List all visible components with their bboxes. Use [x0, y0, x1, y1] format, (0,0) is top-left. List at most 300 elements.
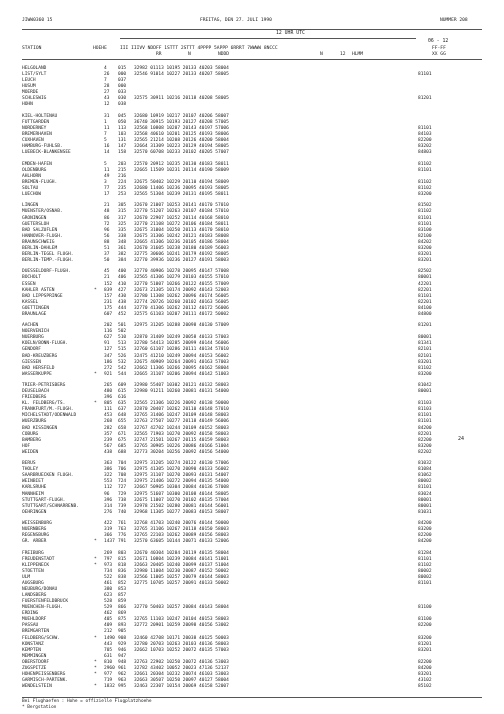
station-id: 706 [118, 467, 127, 473]
cloud-group: 81502 [418, 203, 432, 209]
station-height: 973 [104, 562, 113, 568]
station-height: 96 [104, 491, 110, 497]
station-id: 740 [118, 509, 127, 515]
header-code: JIWW0360 15 [22, 18, 53, 23]
station-name: THOLEY [22, 467, 39, 473]
station-height: 734 [104, 569, 113, 575]
station-id: 859 [118, 599, 127, 605]
station-id: 616 [118, 395, 127, 401]
station-height: 319 [104, 527, 113, 533]
station-name: DEUSELBACH [22, 389, 50, 395]
header-period: 06 - 12 [428, 39, 449, 44]
cloud-group: 83201 [418, 647, 432, 653]
station-height: 28 [104, 84, 110, 90]
station-height: 212 [104, 629, 113, 635]
station-id: 325 [118, 221, 127, 227]
cloud-group: 81201 [418, 641, 432, 647]
station-id: 335 [118, 227, 127, 233]
station-height: 366 [104, 533, 113, 539]
synop-groups: 32767 42702 10244 20109 40152 58003 [134, 425, 229, 431]
cloud-group: 83201 [418, 671, 432, 677]
station-name: LUEBECK-BLANKENSEE [22, 150, 71, 156]
station-name: LIST/SYLT [22, 72, 47, 78]
synop-groups: 32670 21007 10253 20141 40170 57010 [134, 203, 229, 209]
cloud-group: 43102 [418, 677, 432, 683]
station-height: 719 [104, 677, 113, 683]
station-id: 427 [118, 287, 127, 293]
station-row [22, 372, 492, 378]
station-height: 314 [104, 503, 113, 509]
cloud-group: 81042 [418, 383, 432, 389]
station-id: 648 [118, 413, 127, 419]
column-ff: FF-FF [432, 46, 446, 51]
station-name: HANNOVER-FLUGH. [22, 233, 63, 239]
station-height: 3 [104, 179, 107, 185]
station-id: 838 [118, 575, 127, 581]
synop-groups: 32675 31306 10242 20121 40183 58008 [134, 233, 229, 239]
station-name: GUETERSLOH [22, 221, 50, 227]
station-id: 015 [118, 66, 127, 71]
cloud-group: 81102 [418, 179, 432, 185]
station-id: 406 [118, 275, 127, 281]
station-name: GR. ARBER [22, 539, 47, 545]
station-id: 803 [118, 550, 127, 556]
synop-groups: 32975 31107 10270 20093 40131 54007 [134, 473, 229, 479]
station-id: 947 [118, 653, 127, 659]
column-hlmm: HLMM [352, 52, 364, 57]
station-name: PASSAU [22, 623, 39, 629]
synop-groups: 32575 61103 10207 20111 40172 50002 [134, 311, 229, 317]
cloud-group: 81201 [418, 96, 432, 102]
column-n: N [188, 52, 191, 57]
station-id: 815 [118, 556, 127, 562]
station-name: SCHLESWIG [22, 96, 47, 102]
cloud-group: 84800 [418, 311, 432, 317]
station-name: MUENSTER/OSNAB. [22, 209, 63, 215]
synop-groups: 32770 41306 10262 20112 40172 56006 [134, 305, 229, 311]
station-id: 253 [118, 191, 127, 197]
station-id: 893 [118, 623, 127, 629]
synop-groups: 36740 30915 10193 20127 40208 57005 [134, 119, 229, 125]
synop-groups: 32565 71903 10270 20092 40158 58003 [134, 431, 229, 437]
cloud-group: 81102 [418, 562, 432, 568]
station-height: 11 [104, 125, 110, 131]
station-height: 805 [104, 401, 113, 407]
cloud-group: 81101 [418, 485, 432, 491]
column-nright: N [320, 52, 323, 57]
synop-groups: 32975 21406 10272 20094 40135 54000 [134, 479, 229, 485]
station-id: 946 [118, 647, 127, 653]
station-id: 776 [118, 533, 127, 539]
station-name: FREIBURG [22, 550, 44, 556]
station-id: 131 [118, 138, 127, 144]
station-name: AHLHORN [22, 173, 41, 179]
cloud-group: 82502 [418, 269, 432, 275]
footer-note: Bei Flughaefen : Hohe = offizielle Flugplatzhoehe [22, 699, 152, 704]
cloud-group: 80001 [418, 497, 432, 503]
synop-groups: 32980 11004 10230 20087 40152 50002 [134, 569, 229, 575]
station-height: 282 [104, 425, 113, 431]
synop-groups: 32780 20703 10263 20103 40136 58003 [134, 641, 229, 647]
synop-groups: 32765 11103 10247 20104 40153 58003 [134, 617, 229, 623]
station-height: 276 [104, 509, 113, 515]
station-height: 553 [104, 479, 113, 485]
station-name: MANNHEIM [22, 491, 44, 497]
synop-groups: 32870 20407 10262 20110 40148 57010 [134, 407, 229, 413]
synop-groups: 32570 60708 10233 20102 40205 57007 [134, 150, 229, 156]
station-name: CUXHAVEN [22, 138, 44, 144]
station-height: 186 [104, 359, 113, 365]
cloud-group: 81101 [418, 581, 432, 587]
station-height: 157 [104, 293, 113, 299]
station-name: BREMEN-FLUGH. [22, 179, 58, 185]
station-name: NEUBURG/DONAU [22, 587, 58, 593]
station-height: 607 [104, 311, 113, 317]
station-height: 11 [104, 167, 110, 173]
station-name: FREUDENSTADT [22, 556, 55, 562]
station-name: ZUGSPITZE [22, 665, 47, 671]
station-name: WUERZBURG [22, 419, 47, 425]
side-note: 24 [458, 436, 465, 442]
cloud-group: 84202 [418, 239, 432, 245]
station-id: 430 [118, 293, 127, 299]
footer-mountain: * Bergstation [22, 705, 57, 710]
station-height: 409 [104, 623, 113, 629]
header-number: NUMMER 208 [440, 18, 468, 23]
cloud-group: 81201 [418, 323, 432, 329]
synop-groups: 32565 51304 10239 20131 40195 58011 [134, 191, 229, 197]
mountain-marker: * [94, 556, 97, 562]
station-height: 127 [104, 347, 113, 353]
station-height: 1437 [104, 539, 115, 545]
station-height: 17 [104, 191, 110, 197]
synop-groups: 32770 50403 10257 20084 40143 58004 [134, 605, 229, 611]
station-height: 529 [104, 605, 113, 611]
station-height: 443 [104, 641, 113, 647]
station-height: 51 [104, 245, 110, 251]
station-name: BOCHOLT [22, 275, 41, 281]
station-height: 1 [104, 119, 107, 125]
cloud-group: 81101 [418, 293, 432, 299]
station-height: 111 [104, 407, 113, 413]
station-id: 147 [118, 144, 127, 150]
station-id: 361 [118, 245, 127, 251]
station-name: STUTTGART/SCHNARRENB. [22, 503, 79, 509]
synop-groups: 32475 41210 10249 20094 40153 56002 [134, 353, 229, 359]
station-name: GENDORF [22, 347, 41, 353]
station-id: 763 [118, 527, 127, 533]
station-id: 685 [118, 443, 127, 449]
cloud-group: 82200 [418, 437, 432, 443]
station-name: GARMISCH-PARTENK. [22, 677, 69, 683]
station-height: 272 [104, 365, 113, 371]
station-name: FRIEDBERG [22, 395, 47, 401]
cloud-group: 80002 [418, 569, 432, 575]
station-height: 528 [104, 599, 113, 605]
synop-groups: 32978 21502 10280 20081 40144 56001 [134, 503, 229, 509]
station-height: 88 [104, 239, 110, 245]
station-name: FELDBERG/SCHW. [22, 635, 60, 641]
station-name: BAD SALZUFLEN [22, 227, 58, 233]
synop-groups: 32566 11005 10257 20079 40144 58003 [134, 575, 229, 581]
synop-groups: 32670 31605 10238 20180 40189 56003 [134, 245, 229, 251]
cloud-group: 81101 [418, 556, 432, 562]
station-id: 729 [118, 491, 127, 497]
synop-groups: 32770 21108 10272 20106 40184 58011 [134, 221, 229, 227]
cloud-group: 83200 [418, 527, 432, 533]
station-id: 338 [118, 233, 127, 239]
station-height: 462 [104, 611, 113, 617]
station-height: 265 [104, 383, 113, 389]
cloud-group: 81101 [418, 167, 432, 173]
station-height: 77 [104, 185, 110, 191]
cloud-group: 80002 [418, 575, 432, 581]
synop-groups: 32546 91014 10227 20133 40207 58005 [134, 72, 229, 78]
station-id: 688 [118, 449, 127, 455]
cloud-group: 82200 [418, 623, 432, 629]
station-name: HAMBURG-FUHLSB. [22, 144, 63, 150]
column-nddd: NDDD [218, 52, 230, 57]
station-name: EMDEN-HAFEN [22, 161, 52, 167]
cloud-group: 84200 [418, 425, 432, 431]
station-id: 410 [118, 281, 127, 287]
synop-groups: 32568 10808 10207 20143 40197 57006 [134, 125, 229, 131]
station-height: 72 [104, 221, 110, 227]
station-name: BAD-KREUZBERG [22, 353, 58, 359]
station-height: 347 [104, 353, 113, 359]
cloud-group: 81101 [418, 221, 432, 227]
cloud-group: 81103 [418, 407, 432, 413]
station-id: 761 [118, 521, 127, 527]
station-id: 444 [118, 305, 127, 311]
synop-groups: 32765 31406 10247 20109 40148 58003 [134, 413, 229, 419]
station-row [22, 312, 492, 318]
station-name: BERLIN-DAHLEM [22, 245, 58, 251]
station-name: KOELN/BONN-FLUGH. [22, 341, 69, 347]
station-name: WEINBIET [22, 479, 44, 485]
station-id: 158 [118, 150, 127, 156]
synop-groups: 32667 50905 10304 20084 40136 57008 [134, 485, 229, 491]
station-name: FUTTGARDEN [22, 119, 50, 125]
header-time: 12 UHR UTC [276, 31, 305, 36]
cloud-group: 80001 [418, 503, 432, 509]
cloud-group: 82101 [418, 347, 432, 353]
mountain-marker: * [94, 371, 97, 377]
station-height: 116 [104, 329, 113, 335]
cloud-group: 80001 [418, 275, 432, 281]
station-name: HUSUM [22, 84, 36, 90]
station-name: ESSEN [22, 281, 36, 287]
station-height: 202 [104, 323, 113, 329]
cloud-group: 82202 [418, 449, 432, 455]
mountain-marker: * [94, 635, 97, 641]
synop-groups: 32870 31409 10249 20058 40133 57003 [134, 335, 229, 341]
station-row [22, 150, 492, 156]
station-height: 56 [104, 233, 110, 239]
station-name: KAHLER ASTEN [22, 287, 55, 293]
station-height: 977 [104, 671, 113, 677]
station-height: 14 [104, 150, 110, 156]
station-name: WEIDEN [22, 449, 39, 455]
synop-groups: 22570 20912 10235 20130 40183 58011 [134, 161, 229, 167]
synop-groups: 32975 41305 10270 20090 40133 56002 [134, 467, 229, 473]
station-height: 422 [104, 521, 113, 527]
station-row [22, 258, 492, 264]
station-name: OLDENBURG [22, 167, 47, 173]
synop-groups: 32975 51607 10300 20108 40144 58005 [134, 491, 229, 497]
station-row [22, 102, 492, 108]
synop-groups: 32980 91211 10260 20081 40131 54000 [134, 389, 229, 395]
station-name: GIESSEN [22, 359, 41, 365]
station-height: 239 [104, 437, 113, 443]
station-id: 235 [118, 185, 127, 191]
station-name: BAMBERG [22, 437, 41, 443]
station-height: 12 [104, 102, 110, 108]
synop-groups: 32680 10919 10217 20107 40206 58007 [134, 113, 229, 119]
station-name: NUERBURG [22, 335, 44, 341]
station-id: 400 [118, 269, 127, 275]
station-name: MICHELSTADT/ODENWALD [22, 413, 77, 419]
cloud-group: 83024 [418, 491, 432, 497]
station-height: 839 [104, 287, 113, 293]
cloud-group: 82200 [418, 533, 432, 539]
station-name: HOF [22, 443, 31, 449]
station-name: NORDERNEY [22, 125, 47, 131]
station-name: ULM [22, 575, 31, 581]
station-name: BRAUNLAGE [22, 311, 47, 317]
station-id: 655 [118, 419, 127, 425]
station-height: 705 [104, 647, 113, 653]
synop-groups: 32775 10705 10257 20091 40133 50002 [134, 581, 229, 587]
mountain-marker: * [94, 401, 97, 407]
cloud-group: 82201 [418, 287, 432, 293]
station-id: 501 [118, 323, 127, 329]
station-height: 175 [104, 305, 113, 311]
cloud-group: 81284 [418, 550, 432, 556]
station-id: 515 [118, 347, 127, 353]
station-height: 1490 [104, 635, 115, 641]
station-height: 363 [104, 461, 113, 467]
station-id: 818 [118, 562, 127, 568]
station-height: 5 [104, 138, 107, 144]
cloud-group: 81100 [418, 617, 432, 623]
cloud-group: 81103 [418, 401, 432, 407]
station-id: 037 [118, 78, 127, 84]
station-height: 7 [104, 131, 107, 137]
station-height: 7 [104, 78, 107, 84]
station-id: 708 [118, 473, 127, 479]
mountain-marker: * [94, 659, 97, 665]
station-name: KIEL-HOLTENAU [22, 113, 58, 119]
mountain-marker: * [94, 562, 97, 568]
cloud-group: 81032 [418, 461, 432, 467]
synop-groups: 32975 31205 10274 20122 40130 57006 [134, 461, 229, 467]
station-name: STOETTEN [22, 569, 44, 575]
station-height: 623 [104, 593, 113, 599]
synop-groups: 32770 51207 10263 20107 40184 57010 [134, 209, 229, 215]
station-id: 513 [118, 341, 127, 347]
station-id: 995 [118, 683, 127, 689]
station-height: 567 [104, 443, 113, 449]
station-id: 908 [118, 635, 127, 641]
synop-groups: 32675 50402 10229 20110 40194 58009 [134, 179, 229, 185]
station-height: 49 [104, 173, 110, 179]
station-row [22, 539, 492, 545]
station-name: OBERSTDORF [22, 659, 50, 665]
cloud-group: 84103 [418, 131, 432, 137]
station-id: 526 [118, 353, 127, 359]
station-height: 921 [104, 371, 113, 377]
station-id: 836 [118, 569, 127, 575]
station-id: 532 [118, 359, 127, 365]
mountain-marker: * [94, 287, 97, 293]
cloud-group: 80001 [418, 335, 432, 341]
synop-groups: 32662 10703 10252 20072 40135 57003 [134, 647, 229, 653]
station-id: 704 [118, 461, 127, 467]
synop-groups: 32673 21305 10174 20092 40143 52003 [134, 287, 229, 293]
station-id: 948 [118, 659, 127, 665]
cloud-group: 81101 [418, 413, 432, 419]
cloud-group: 83200 [418, 635, 432, 641]
synop-groups: 32975 31205 10288 20098 40130 57009 [134, 323, 229, 329]
station-height: 405 [104, 617, 113, 623]
station-name: BERLIN-TEMP.-FLUGH. [22, 257, 74, 263]
synop-groups: 32982 01113 10195 20133 40203 58004 [134, 66, 229, 71]
synop-groups: 32665 11509 10231 20114 40190 58009 [134, 167, 229, 173]
station-id: 348 [118, 239, 127, 245]
station-id: 961 [118, 665, 127, 671]
column-station: STATION [22, 46, 42, 51]
station-height: 461 [104, 581, 113, 587]
station-id: 857 [118, 593, 127, 599]
station-id: 000 [118, 84, 127, 90]
cloud-group: 83200 [418, 371, 432, 377]
synop-groups: 32670 22907 10252 20114 40168 58010 [134, 215, 229, 221]
station-name: KASSEL [22, 299, 39, 305]
column-12: 12 [340, 52, 346, 57]
station-id: 929 [118, 641, 127, 647]
synop-groups: 32565 41306 10279 20103 40155 57010 [134, 275, 229, 281]
station-height: 631 [104, 653, 113, 659]
station-name: BREMGARTEN [22, 629, 50, 635]
station-height: 96 [104, 227, 110, 233]
synop-groups: 32675 11007 10270 20102 40135 57004 [134, 497, 229, 503]
cloud-group: 81084 [418, 467, 432, 473]
station-id: 675 [118, 437, 127, 443]
station-name: BREMERHAVEN [22, 131, 52, 137]
station-name: STUTTGART-FLUGH. [22, 497, 66, 503]
station-id: 113 [118, 125, 127, 131]
mountain-marker: * [94, 671, 97, 677]
station-id: 224 [118, 179, 127, 185]
cloud-group: 80002 [418, 479, 432, 485]
station-id: 962 [118, 671, 127, 677]
station-id: 203 [118, 161, 127, 167]
station-height: 396 [104, 497, 113, 503]
station-table [22, 66, 492, 690]
station-id: 609 [118, 383, 127, 389]
cloud-group: 82200 [418, 659, 432, 665]
station-height: 231 [104, 299, 113, 305]
synop-groups: 32570 63605 10144 20071 40133 52006 [134, 539, 229, 545]
station-name: LANDSBERG [22, 593, 47, 599]
cloud-group: 81101 [418, 125, 432, 131]
station-name: KARLSRUHE [22, 485, 47, 491]
station-height: 21 [104, 203, 110, 209]
station-id: 544 [118, 371, 127, 377]
mountain-marker: * [94, 539, 97, 545]
station-height: 797 [104, 556, 113, 562]
